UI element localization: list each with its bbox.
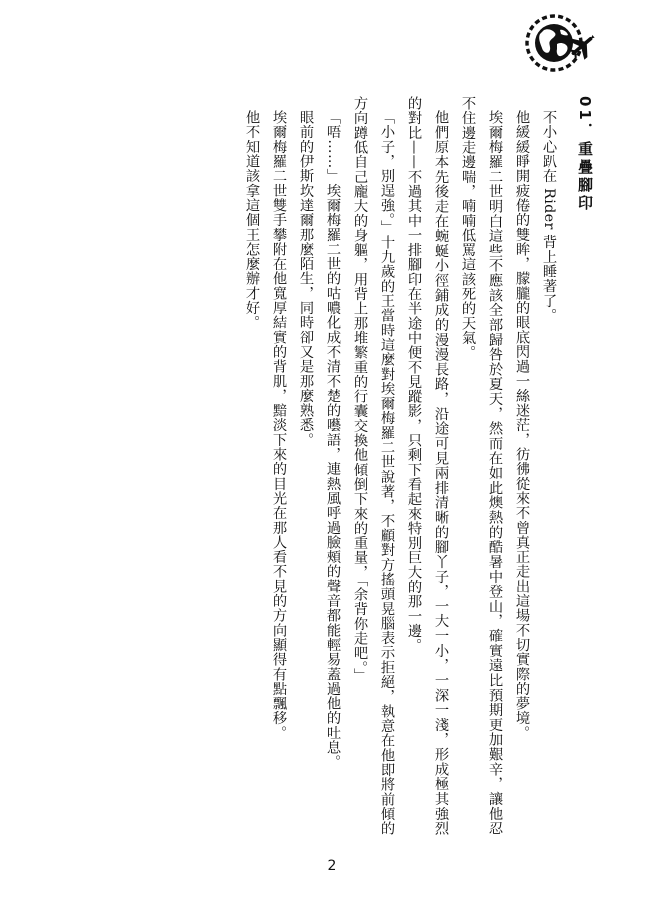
- globe-with-airplane-icon: [522, 8, 598, 78]
- paragraph: 不小心趴在 Rider 背上睡著了。: [541, 110, 557, 323]
- paragraph: 他緩緩睜開疲倦的雙眸，朦朧的眼底閃過一絲迷茫，彷彿從來不曾真正走出這場不切實際的夢境。: [514, 110, 530, 741]
- body-text: [102, 96, 562, 836]
- paragraph: 「唔……」埃爾梅羅二世的咕噥化成不清不楚的囈語，連熱風呼過臉頰的聲音都能輕易蓋過他的吐息。: [325, 110, 341, 770]
- paragraph: 埃爾梅羅二世雙手攀附在他寬厚結實的背肌，黯淡下來的目光在那人看不見的方向顯得有點飄移。: [271, 110, 287, 741]
- paragraph: 「小子，別逞強。」十九歲的王當時這麼對埃爾梅羅二世說著，不顧對方搖頭晃腦表示拒絕，執意在他即將前傾的方向蹲低自己龐大的身軀，用背上那堆繁重的行囊交換他傾倒下來的重量，「余背你走吧。」: [352, 96, 395, 836]
- paragraph: 他不知道該拿這個王怎麼辦才好。: [244, 110, 260, 331]
- page-number: 2: [327, 858, 337, 874]
- paragraph: 眼前的伊斯坎達爾那麼陌生，同時卻又是那麼熟悉。: [298, 110, 314, 448]
- paragraph: 埃爾梅羅二世明白這些不應該全部歸咎於夏天，然而在如此燠熱的酷暑中登山，確實遠比預期更加艱辛，讓他忍不住邊走邊喘，喃喃低罵這該死的天氣。: [460, 96, 503, 836]
- chapter-title: 01．重疊腳印: [576, 96, 594, 213]
- paragraph: 他們原本先後走在蜿蜒小徑鋪成的漫漫長路，沿途可見兩排清晰的腳丫子，一大一小，一深一淺，形成極其強烈的對比——不過其中一排腳印在半途中便不見蹤影，只剩下看起來特別巨大的那一邊。: [406, 96, 449, 836]
